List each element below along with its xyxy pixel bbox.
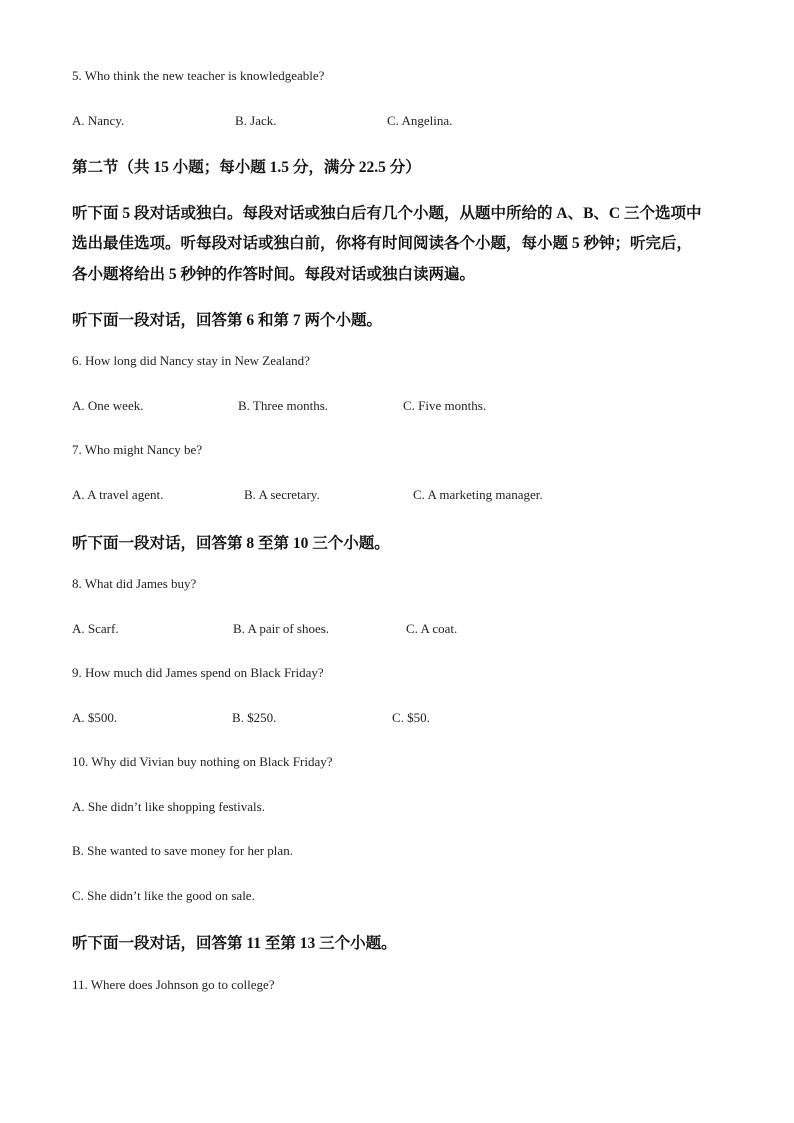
question-8: 8. What did James buy? — [72, 576, 197, 591]
instructions-line-1: 听下面 5 段对话或独白。每段对话或独白后有几个小题，从题中所给的 A、B、C 三个选项中 — [72, 205, 702, 222]
option-b: B. Jack. — [235, 113, 277, 128]
option-a: A. She didn’t like shopping festivals. — [72, 799, 265, 814]
instructions-line-2: 选出最佳选项。听每段对话或独白前，你将有时间阅读各个小题，每小题 5 秒钟；听完后， — [72, 235, 693, 252]
dialog-heading-3: 听下面一段对话，回答第 11 至第 13 三个小题。 — [72, 935, 397, 952]
option-b: B. Three months. — [238, 398, 329, 413]
dialog-heading-1: 听下面一段对话，回答第 6 和第 7 两个小题。 — [72, 312, 383, 329]
question-6: 6. How long did Nancy stay in New Zealand? — [72, 353, 310, 368]
option-b: B. A pair of shoes. — [233, 621, 330, 636]
option-b: B. A secretary. — [244, 487, 320, 502]
option-c: C. She didn’t like the good on sale. — [72, 888, 255, 903]
option-a: A. One week. — [72, 398, 144, 413]
option-a: A. Scarf. — [72, 621, 119, 636]
option-c: C. A marketing manager. — [413, 487, 543, 502]
option-b: B. She wanted to save money for her plan. — [72, 843, 293, 858]
option-b: B. $250. — [232, 710, 277, 725]
option-a: A. A travel agent. — [72, 487, 164, 502]
option-c: C. Five months. — [403, 398, 487, 413]
option-c: C. Angelina. — [387, 113, 453, 128]
instructions-line-3: 各小题将给出 5 秒钟的作答时间。每段对话或独白读两遍。 — [72, 266, 476, 283]
question-9: 9. How much did James spend on Black Friday? — [72, 665, 324, 680]
option-c: C. $50. — [392, 710, 430, 725]
option-a: A. Nancy. — [72, 113, 125, 128]
question-7: 7. Who might Nancy be? — [72, 442, 203, 457]
question-10: 10. Why did Vivian buy nothing on Black Friday? — [72, 754, 333, 769]
option-c: C. A coat. — [406, 621, 458, 636]
option-a: A. $500. — [72, 710, 118, 725]
question-11: 11. Where does Johnson go to college? — [72, 977, 275, 992]
section-heading: 第二节（共 15 小题；每小题 1.5 分，满分 22.5 分） — [72, 159, 421, 176]
dialog-heading-2: 听下面一段对话，回答第 8 至第 10 三个小题。 — [72, 535, 390, 552]
question-5: 5. Who think the new teacher is knowledgeable? — [72, 68, 325, 83]
